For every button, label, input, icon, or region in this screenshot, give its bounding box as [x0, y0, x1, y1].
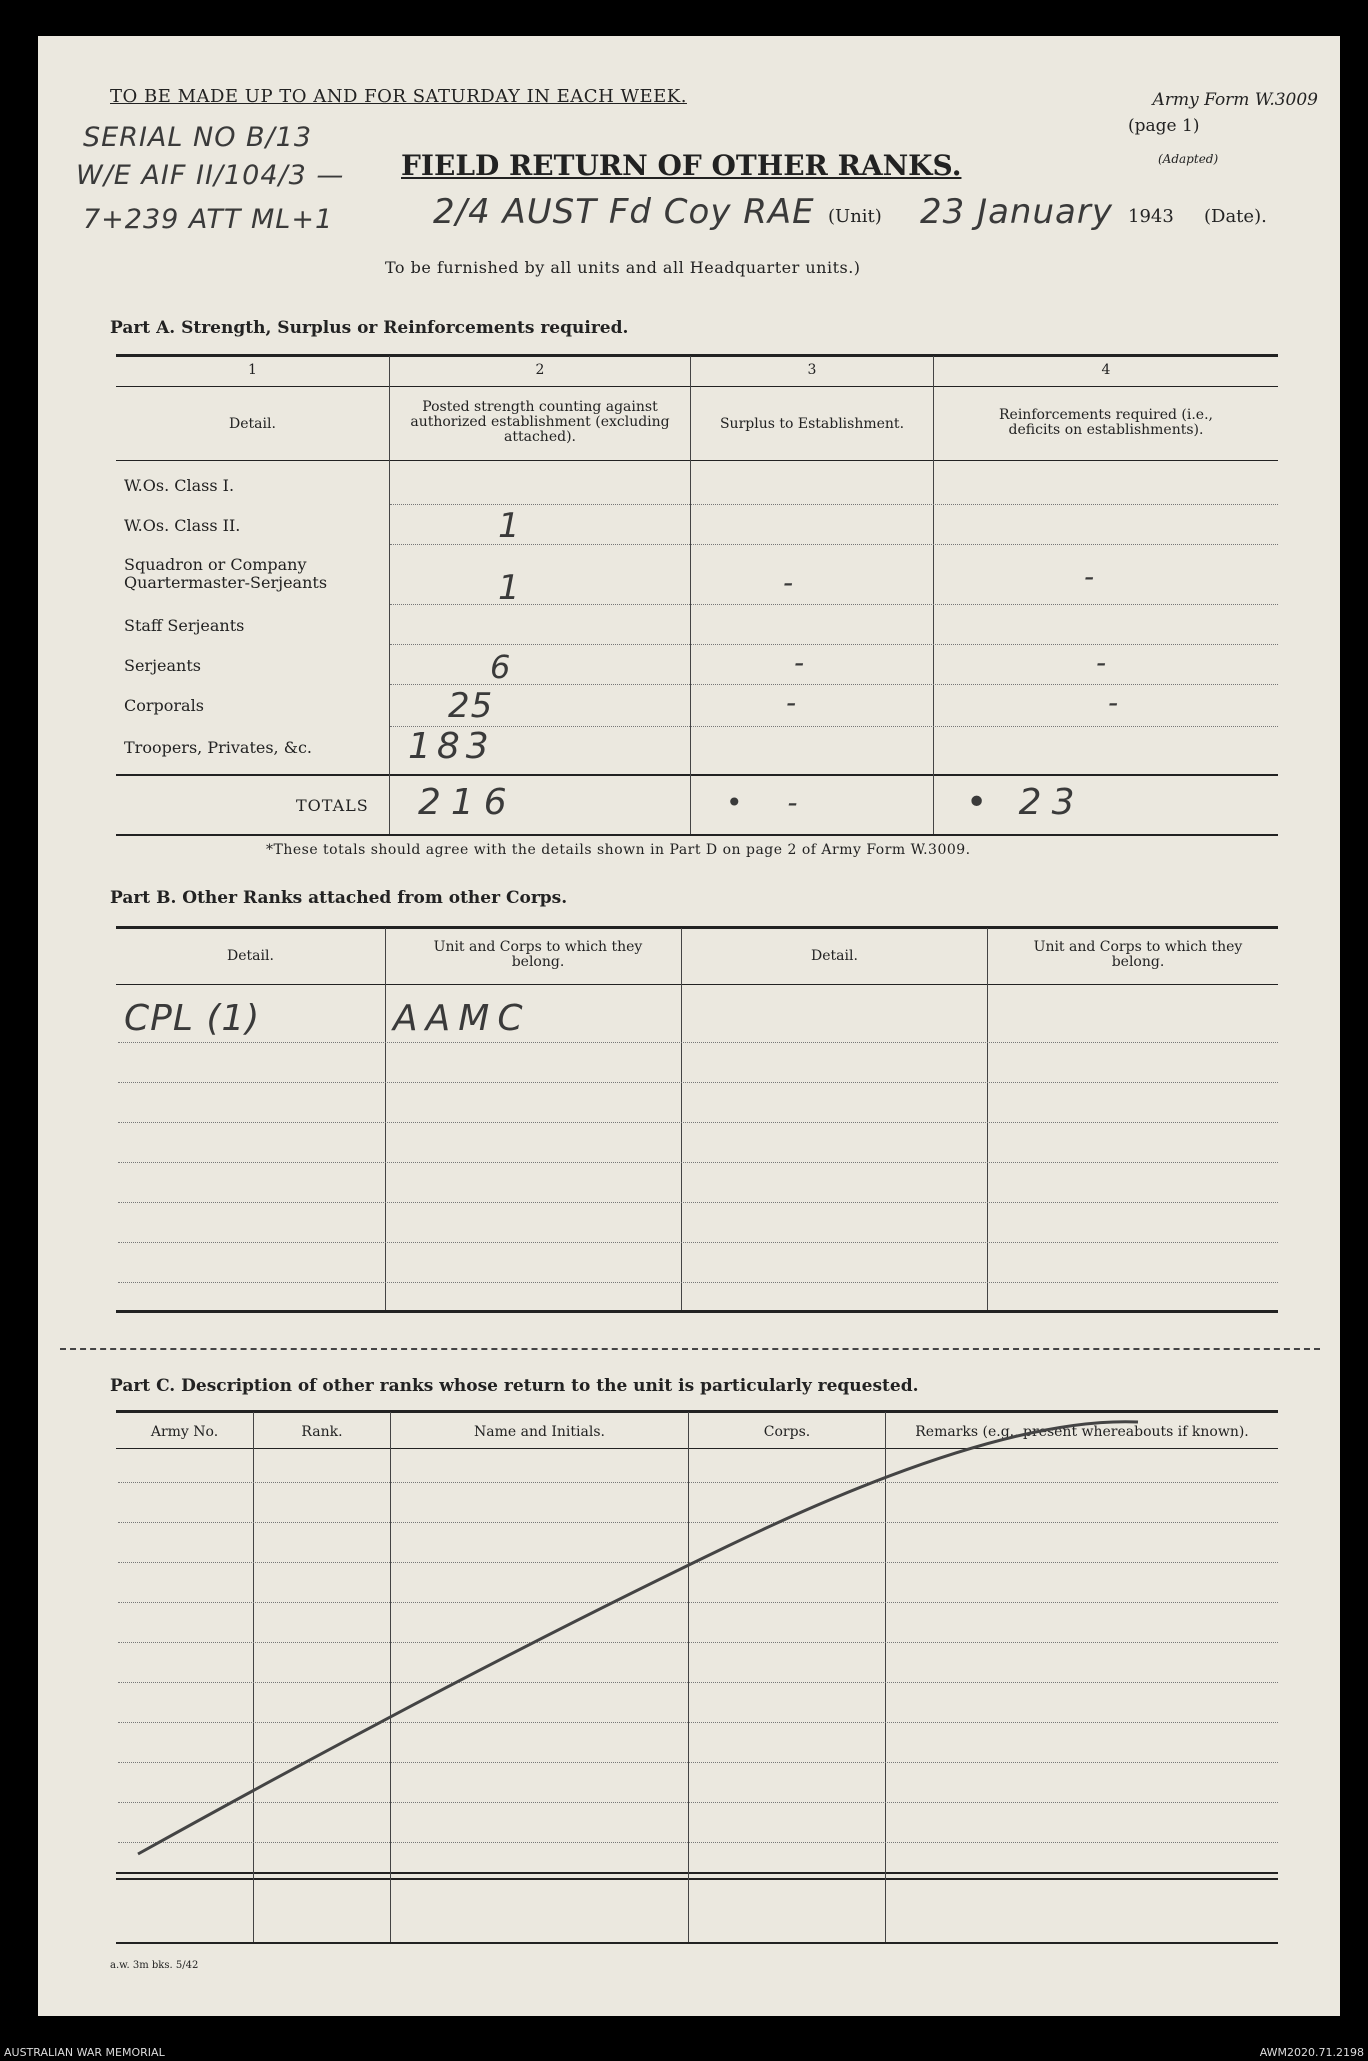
part-a-heading: Part A. Strength, Surplus or Reinforcements required. — [110, 318, 629, 338]
handwritten-we: W/E AIF II/104/3 — — [76, 160, 345, 191]
surplus-value: - — [783, 566, 795, 599]
handwritten-unit: 2/4 AUST Fd Coy RAE — [433, 192, 815, 232]
reinforcement-value: - — [1084, 560, 1096, 593]
form-title: FIELD RETURN OF OTHER RANKS. — [401, 149, 962, 182]
posted-value: 183 — [408, 726, 495, 767]
totals-footnote: *These totals should agree with the details shown in Part D on page 2 of Army Form W.3009. — [266, 842, 971, 858]
total-reinforcements: • 23 — [966, 782, 1085, 823]
col-number: 4 — [1101, 362, 1111, 378]
reinforcement-value: - — [1108, 686, 1120, 719]
part-b-col-header: Unit and Corps to which they belong. — [433, 939, 643, 970]
part-c-heading: Part C. Description of other ranks whose return to the unit is particularly requested. — [110, 1376, 919, 1396]
col-number: 1 — [248, 362, 257, 378]
form-sheet — [38, 36, 1340, 2016]
part-b-col-header: Unit and Corps to which they belong. — [1033, 939, 1243, 970]
cancel-stroke — [38, 36, 1340, 2016]
part-c-col-header: Army No. — [150, 1424, 219, 1440]
row-label: Squadron or Company Quartermaster-Serjeants — [124, 555, 328, 592]
unit-label: (Unit) — [828, 206, 882, 227]
row-label: Staff Serjeants — [124, 616, 245, 635]
year: 1943 — [1128, 206, 1174, 227]
row-label: Troopers, Privates, &c. — [124, 738, 313, 757]
surplus-value: - — [794, 646, 806, 679]
posted-value: 1 — [498, 506, 521, 546]
posted-value: 25 — [448, 686, 494, 726]
attached-detail: CPL (1) — [124, 998, 261, 1039]
col-header-surplus: Surplus to Establishment. — [719, 416, 905, 432]
col-header-posted: Posted strength counting against authorized establishment (excluding attached). — [410, 399, 670, 445]
date-label: (Date). — [1204, 206, 1267, 227]
part-c-col-header: Corps. — [763, 1424, 811, 1440]
total-posted: 216 — [418, 782, 517, 823]
posted-value: 1 — [498, 568, 521, 608]
part-c-col-header: Remarks (e.g., present whereabouts if known). — [915, 1424, 1249, 1440]
row-label: Serjeants — [124, 656, 201, 675]
adapted-note: (Adapted) — [1158, 152, 1219, 166]
row-label: W.Os. Class I. — [124, 476, 235, 495]
part-c-col-header: Name and Initials. — [474, 1424, 605, 1440]
handwritten-date: 23 January — [920, 192, 1113, 232]
posted-value: 6 — [490, 648, 512, 686]
col-header-detail: Detail. — [229, 416, 276, 432]
page-number: (page 1) — [1128, 116, 1200, 136]
attached-unit: AAMC — [393, 998, 531, 1039]
handwritten-strength: 7+239 ATT ML+1 — [83, 204, 334, 235]
part-b-col-header: Detail. — [227, 948, 274, 964]
footer-right: AWM2020.71.2198 — [1259, 2046, 1364, 2059]
reinforcement-value: - — [1096, 646, 1108, 679]
handwritten-serial: SERIAL NO B/13 — [83, 122, 313, 153]
furnish-note: To be furnished by all units and all Headquarter units.) — [385, 258, 861, 277]
row-label: Corporals — [124, 696, 204, 715]
weekly-instruction: TO BE MADE UP TO AND FOR SATURDAY IN EACH WEEK. — [110, 86, 687, 107]
part-b-col-header: Detail. — [811, 948, 858, 964]
part-c-col-header: Rank. — [301, 1424, 343, 1440]
col-number: 3 — [807, 362, 817, 378]
total-surplus: • - — [726, 786, 816, 819]
row-label: W.Os. Class II. — [124, 516, 241, 535]
footer-left: AUSTRALIAN WAR MEMORIAL — [4, 2046, 165, 2059]
surplus-value: - — [786, 686, 798, 719]
form-number: Army Form W.3009 — [1152, 90, 1318, 110]
print-code: a.w. 3m bks. 5/42 — [110, 1960, 199, 1971]
part-b-heading: Part B. Other Ranks attached from other Corps. — [110, 888, 568, 908]
col-header-reinforcements: Reinforcements required (i.e., deficits on establishments). — [999, 407, 1213, 438]
totals-label: TOTALS — [296, 796, 369, 815]
col-number: 2 — [535, 362, 545, 378]
